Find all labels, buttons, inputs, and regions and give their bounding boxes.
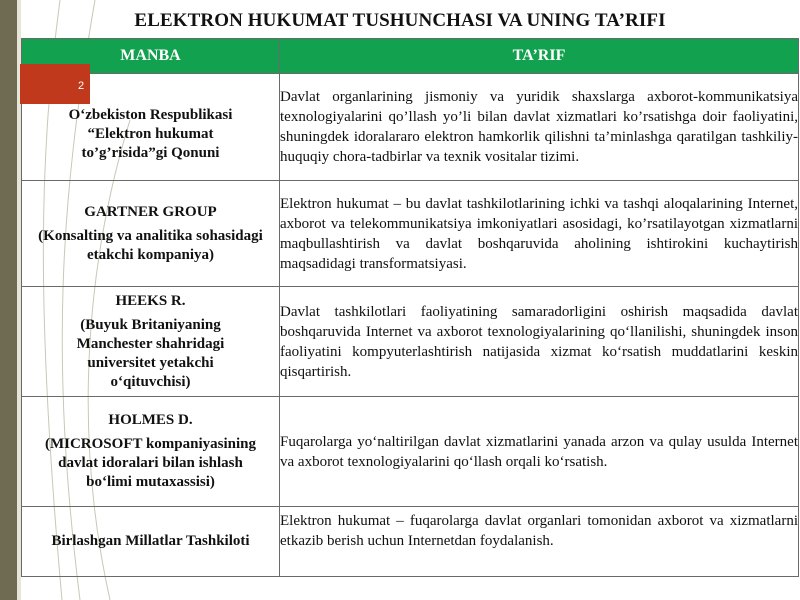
source-line: (MICROSOFT kompaniyasining davlat idoralari bilan ishlash bo‘limi mutaxassisi) — [44, 436, 257, 490]
header-definition: TA’RIF — [280, 39, 799, 74]
definition-cell: Davlat organlarining jismoniy va yuridik shaxslarga axborot-kommunikatsiya texnologiyalarini qo’llash yo’li bilan davlat xizmatlari ko’rsatishga doir faoliyatini, shuningdek idoralararo elektron hamkorlik qilishni ta’minlashga qaratilgan tashkiliy-huquqiy chora-tadbirlar va texnik vositalar tizimi. — [280, 74, 799, 181]
source-line: HEEKS R. — [115, 292, 186, 309]
definition-cell: Elektron hukumat – bu davlat tashkilotlarining ichki va tashqi aloqalarining Internet, axborot va telekommunikatsiya imkoniyatlari asosidagi, ko’rsatilayotgan xizmatlarni maqbullashtirish va davlat boshqaruvida aholining ishtirokini kuchaytirish maqsadidagi transformatsiyasi. — [280, 181, 799, 287]
definition-cell: Fuqarolarga yo‘naltirilgan davlat xizmatlarini yanada arzon va qulay usulda Internet va axborot texnologiyalarini qo‘llash orqali ko‘rsatish. — [280, 397, 799, 507]
definition-cell: Elektron hukumat – fuqarolarga davlat organlari tomonidan axborot va xizmatlarni etkazib berish uchun Internetdan foydalanish. — [280, 507, 799, 577]
header-source: MANBA — [22, 39, 280, 74]
source-line: Birlashgan Millatlar Tashkiloti — [51, 533, 250, 549]
source-cell — [22, 507, 280, 577]
source-line: “Elektron hukumat — [87, 125, 214, 142]
table-row — [22, 181, 799, 287]
source-line: O‘zbekiston Respublikasi — [68, 106, 233, 123]
source-cell — [22, 397, 280, 507]
source-line: GARTNER GROUP — [84, 203, 217, 220]
source-line: (Konsalting va analitika sohasidagi etakchi kompaniya) — [38, 227, 263, 263]
source-line: HOLMES D. — [108, 412, 193, 428]
definitions-table — [21, 38, 799, 577]
source-line: (Buyuk Britaniyaning Manchester shahridagi universitet yetakchi o‘qituvchisi) — [76, 316, 225, 390]
page-title: ELEKTRON HUKUMAT TUSHUNCHASI VA UNING TA’RIFI — [134, 10, 666, 31]
source-line: to’g’risida”gi Qonuni — [81, 144, 220, 161]
source-cell — [22, 287, 280, 397]
table-row — [22, 74, 799, 181]
table-row — [22, 397, 799, 507]
table-header-row — [22, 39, 799, 74]
table-row — [22, 507, 799, 577]
slide-number: 2 — [78, 80, 85, 92]
definition-cell: Davlat tashkilotlari faoliyatining samaradorligini oshirish maqsadida davlat boshqaruvida Internet va axborot texnologiyalarining qo‘llanilishi, shuningdek inson faoliyatini kompyuterlashtirish natijasida xizmat ko‘rsatish muddatlarini keskin qisqartirish. — [280, 287, 799, 397]
table-row — [22, 287, 799, 397]
source-cell — [22, 181, 280, 287]
